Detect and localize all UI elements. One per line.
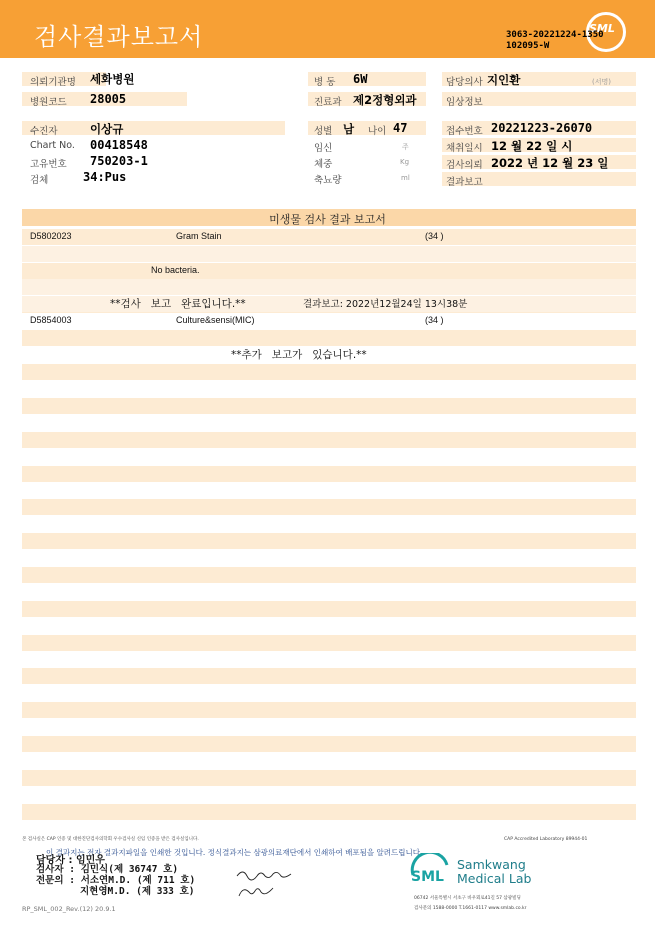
age-value: 47 (393, 121, 408, 135)
hospital-value: 세화병원 (90, 72, 135, 86)
specimen-label: 검체 (30, 175, 49, 186)
cap-notice: 본 검사실은 CAP 인증 및 대한진단검사의학회 우수검사실 신임 인증을 받은 검사실입니다. (22, 837, 199, 842)
lab-name-1: Samkwang (457, 857, 526, 872)
pregnancy-unit: 주 (402, 143, 409, 151)
lab-address: 06742 서울특별시 서초구 바우뫼로41길 57 삼광빌딩 (414, 896, 521, 901)
test2-name: Culture&sensi(MIC) (176, 315, 255, 325)
patient-label-bg (22, 121, 285, 135)
specialist2: 지현영M.D. (제 333 호) (80, 886, 195, 897)
signature-icon (234, 864, 294, 900)
receipt-value: 20221223-26070 (491, 121, 593, 135)
result-row-stripe (22, 499, 636, 515)
doc-id-line2: 102095-W (506, 41, 550, 51)
result-row-stripe (22, 736, 636, 752)
request-label: 검사의뢰 (446, 160, 483, 171)
ward-value: 6W (353, 72, 368, 86)
code-value: 28005 (90, 92, 127, 106)
hospital-label: 의뢰기관명 (30, 77, 76, 88)
urine-unit: ml (401, 174, 410, 182)
form-code: RP_SML_002_Rev.(12) 20.9.1 (22, 905, 116, 913)
manager: 담당자 : 임민우 (36, 855, 105, 866)
result-row-stripe (22, 330, 636, 346)
result-row-stripe (22, 635, 636, 651)
result-row-stripe (22, 246, 636, 262)
receipt-label: 접수번호 (446, 126, 483, 137)
collect-label: 채취일시 (446, 143, 483, 154)
weight-label: 체중 (314, 159, 333, 170)
report-label: 결과보고 (446, 177, 483, 188)
chart-label: Chart No. (30, 140, 75, 151)
report-time: 결과보고: 2022년12월24일 13시38분 (303, 299, 468, 310)
unique-label: 고유번호 (30, 159, 67, 170)
lab-contact: 검사문의 1588-0000 T.1661-0117 www.smlab.co.kr (414, 906, 527, 911)
section-title: 미생물 검사 결과 보고서 (269, 213, 386, 226)
test2-code: D5854003 (30, 315, 72, 325)
result-row-stripe (22, 263, 636, 279)
result-row-stripe (22, 533, 636, 549)
age-label: 나이 (368, 126, 387, 137)
patient-label: 수진자 (30, 126, 58, 137)
specialist1: 전문의 : 서소연M.D. (제 711 호) (36, 875, 196, 886)
test2-spec: (34 ) (425, 315, 444, 325)
result-row-stripe (22, 804, 636, 820)
chart-value: 00418548 (90, 138, 148, 152)
clinical-label: 임상정보 (446, 97, 483, 108)
pregnancy-label: 임신 (314, 143, 333, 154)
sex-value: 남 (343, 122, 355, 136)
result-row-stripe (22, 398, 636, 414)
result-row-stripe (22, 601, 636, 617)
doctor-sign: (서명) (592, 78, 611, 86)
samkwang-logo-icon (409, 853, 451, 887)
result-row-stripe (22, 229, 636, 245)
result-row-stripe (22, 668, 636, 684)
collect-value: 12 월 22 일 시 (491, 139, 573, 153)
urine-label: 축뇨량 (314, 175, 342, 186)
header-logo-text: SML (589, 22, 615, 35)
result-row-stripe (22, 770, 636, 786)
unique-value: 750203-1 (90, 154, 148, 168)
specimen-value: 34:Pus (83, 170, 127, 184)
lab-name-2: Medical Lab (457, 871, 532, 886)
dept-value: 제2정형외과 (353, 93, 417, 107)
sex-label: 성별 (314, 126, 333, 137)
test1-spec: (34 ) (425, 231, 444, 241)
test1-result: No bacteria. (151, 265, 200, 275)
test1-name: Gram Stain (176, 231, 222, 241)
test1-code: D5802023 (30, 231, 72, 241)
report-title: 검사결과보고서 (34, 23, 204, 51)
doctor-label: 담당의사 (446, 77, 483, 88)
result-row-stripe (22, 364, 636, 380)
print-notice: 이 결과지는 전자 결과지파일을 인쇄한 것입니다. 정식결과지는 삼광의료재단에서 인쇄하여 배포됨을 알려드립니다. (46, 848, 423, 857)
result-row-stripe (22, 567, 636, 583)
doc-id-line1: 3063-20221224-1350 (506, 30, 604, 40)
examiner: 검사자 : 김민식(제 36747 호) (36, 864, 179, 875)
result-row-stripe (22, 466, 636, 482)
code-label: 병원코드 (30, 97, 67, 108)
result-row-stripe (22, 432, 636, 448)
ward-label: 병 동 (314, 77, 336, 88)
weight-unit: Kg (400, 158, 410, 166)
result-row-stripe (22, 702, 636, 718)
cap-accreditation: CAP Accredited Laboratory 89944-01 (504, 837, 588, 842)
complete-message: **검사 보고 완료입니다.** (110, 298, 246, 310)
svg-text:SML: SML (411, 869, 444, 885)
additional-message: **추가 보고가 있습니다.** (231, 349, 367, 361)
result-row-stripe (22, 279, 636, 295)
dept-label: 진료과 (314, 97, 342, 108)
doctor-value: 지인환 (487, 73, 521, 87)
patient-value: 이상규 (90, 122, 124, 136)
request-value: 2022 년 12 월 23 일 (491, 156, 609, 170)
